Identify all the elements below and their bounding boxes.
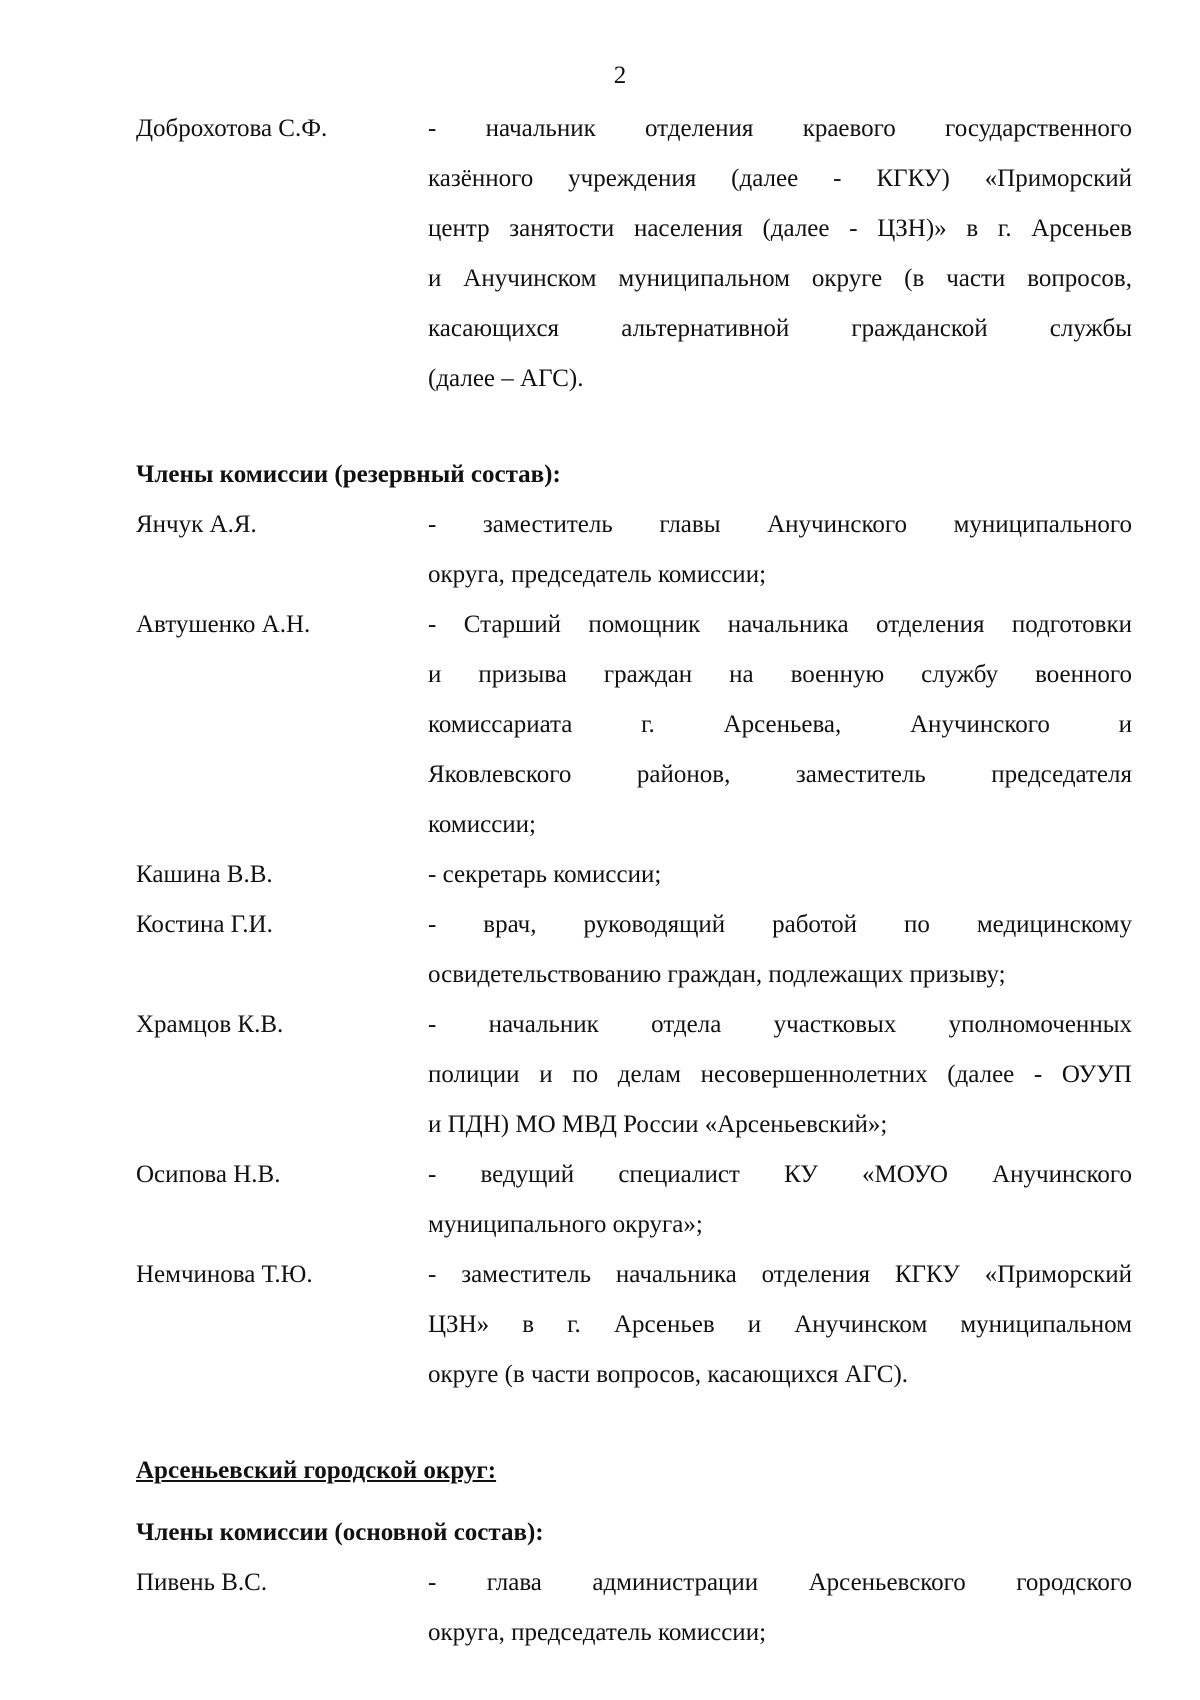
- member-description: [428, 1250, 1132, 1400]
- main-composition-heading: Члены комиссии (основной состав):: [136, 1519, 544, 1546]
- description-line: ЦЗН» в г. Арсеньев и Анучинском муниципальном: [428, 1311, 1132, 1338]
- member-name: Пивень В.С.: [136, 1569, 268, 1596]
- member-entry: [136, 1150, 1136, 1250]
- member-entry: [136, 600, 1136, 850]
- member-entry: [136, 1250, 1136, 1400]
- description-line: комиссии;: [428, 811, 536, 838]
- description-line: округа, председатель комиссии;: [428, 1619, 767, 1646]
- member-name: Кашина В.В.: [136, 861, 273, 888]
- member-name: Немчинова Т.Ю.: [136, 1261, 313, 1288]
- page-number: 2: [613, 62, 627, 89]
- member-entry: [136, 900, 1136, 1000]
- member-entry: [136, 104, 1136, 404]
- description-line: касающихся альтернативной гражданской службы: [428, 315, 1132, 342]
- description-line: и призыва граждан на военную службу военного: [428, 661, 1132, 688]
- member-description: [428, 850, 1132, 900]
- member-name: Доброхотова С.Ф.: [136, 115, 328, 142]
- description-line: - начальник отдела участковых уполномоченных: [428, 1011, 1132, 1038]
- description-line: - ведущий специалист КУ «МОУО Анучинского: [428, 1161, 1132, 1188]
- description-line: центр занятости населения (далее - ЦЗН)» в г. Арсеньев: [428, 215, 1132, 242]
- member-entry: [136, 500, 1136, 600]
- description-line: - заместитель главы Анучинского муниципального: [428, 511, 1132, 538]
- description-line: - начальник отделения краевого государственного: [428, 115, 1132, 142]
- member-description: [428, 600, 1132, 850]
- description-line: - заместитель начальника отделения КГКУ «Приморский: [428, 1261, 1132, 1288]
- description-line: - секретарь комиссии;: [428, 861, 662, 888]
- description-line: казённого учреждения (далее - КГКУ) «Приморский: [428, 165, 1132, 192]
- member-name: Янчук А.Я.: [136, 511, 257, 538]
- description-line: (далее – АГС).: [428, 365, 584, 392]
- description-line: Яковлевского районов, заместитель председателя: [428, 761, 1132, 788]
- description-line: - Старший помощник начальника отделения подготовки: [428, 611, 1132, 638]
- description-line: освидетельствованию граждан, подлежащих призыву;: [428, 961, 1006, 988]
- member-description: [428, 1150, 1132, 1250]
- member-name: Костина Г.И.: [136, 911, 273, 938]
- reserve-heading: Члены комиссии (резервный состав):: [136, 461, 561, 488]
- member-entry: [136, 1558, 1136, 1658]
- description-line: муниципального округа»;: [428, 1211, 703, 1238]
- member-description: [428, 1000, 1132, 1150]
- description-line: - врач, руководящий работой по медицинскому: [428, 911, 1132, 938]
- member-name: Храмцов К.В.: [136, 1011, 284, 1038]
- document-body: [136, 104, 1136, 1658]
- description-line: и Анучинском муниципальном округе (в части вопросов,: [428, 265, 1132, 292]
- member-description: [428, 500, 1132, 600]
- description-line: и ПДН) МО МВД России «Арсеньевский»;: [428, 1111, 888, 1138]
- member-name: Осипова Н.В.: [136, 1161, 281, 1188]
- member-entry: [136, 1000, 1136, 1150]
- member-description: [428, 1558, 1132, 1658]
- member-description: [428, 900, 1132, 1000]
- description-line: округе (в части вопросов, касающихся АГС).: [428, 1361, 909, 1388]
- description-line: округа, председатель комиссии;: [428, 561, 767, 588]
- member-entry: [136, 850, 1136, 900]
- description-line: - глава администрации Арсеньевского городского: [428, 1569, 1132, 1596]
- member-name: Автушенко А.Н.: [136, 611, 311, 638]
- description-line: комиссариата г. Арсеньева, Анучинского и: [428, 711, 1132, 738]
- description-line: полиции и по делам несовершеннолетних (далее - ОУУП: [428, 1061, 1132, 1088]
- district-heading: Арсеньевский городской округ:: [136, 1457, 497, 1484]
- member-description: [428, 104, 1132, 404]
